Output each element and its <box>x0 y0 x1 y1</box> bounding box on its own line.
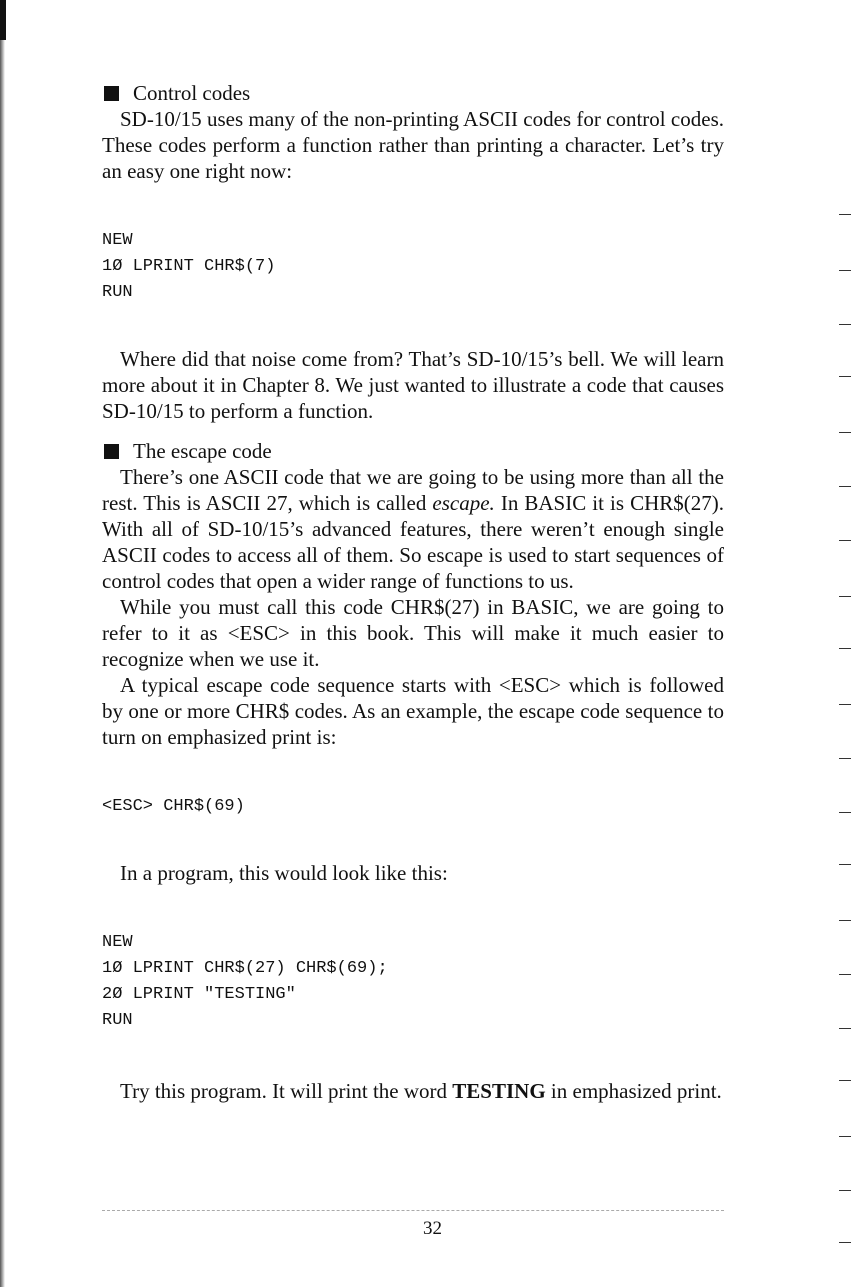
section-heading-control-codes <box>102 80 724 106</box>
paragraph: While you must call this code CHR$(27) in BASIC, we are going to refer to it as <ESC> in this book. This will make it much easier to recognize when we use it. <box>102 595 724 671</box>
paragraph: Where did that noise come from? That’s SD-10/15’s bell. We will learn more about it in Chapter 8. We just wanted to illustrate a code that causes SD-10/15 to perform a function. <box>102 347 724 423</box>
page-content <box>102 80 724 1104</box>
code-line: NEW <box>102 231 133 250</box>
code-line: RUN <box>102 283 133 302</box>
code-line: RUN <box>102 1011 133 1030</box>
code-block <box>102 228 724 306</box>
code-block <box>102 794 724 820</box>
bullet-square-icon <box>104 86 119 101</box>
code-line: 1Ø LPRINT CHR$(7) <box>102 257 276 276</box>
heading-text: Control codes <box>133 81 251 105</box>
binding-edge <box>0 0 5 1287</box>
code-line: <ESC> CHR$(69) <box>102 797 245 816</box>
paragraph: A typical escape code sequence starts with <ESC> which is followed by one or more CHR$ codes. As an example, the escape code sequence to turn on emphasized print is: <box>102 673 724 749</box>
section-heading-escape-code <box>102 438 724 464</box>
paragraph: Try this program. It will print the word TESTING in emphasized print. <box>120 1079 722 1103</box>
paragraph: There’s one ASCII code that we are going to be using more than all the rest. This is ASCII 27, which is called escape. In BASIC it is CHR$(27). With all of SD-10/15’s advanced features, there weren’t enough single ASCII codes to access all of them. So escape is used to start sequences of control codes that open a wider range of functions to us. <box>102 465 725 593</box>
code-block <box>102 930 724 1034</box>
code-line: 1Ø LPRINT CHR$(27) CHR$(69); <box>102 959 388 978</box>
emphasized-term: escape. <box>432 491 495 515</box>
bold-term: TESTING <box>452 1079 546 1103</box>
heading-text: The escape code <box>133 439 272 463</box>
binding-mark <box>0 0 6 40</box>
code-line: NEW <box>102 933 133 952</box>
paragraph: SD-10/15 uses many of the non-printing ASCII codes for control codes. These codes perform a function rather than printing a character. Let’s try an easy one right now: <box>102 107 724 183</box>
paragraph: In a program, this would look like this: <box>120 861 448 885</box>
code-line: 2Ø LPRINT "TESTING" <box>102 985 296 1004</box>
edge-tick-marks <box>835 200 851 1260</box>
footer-rule <box>102 1210 724 1211</box>
bullet-square-icon <box>104 444 119 459</box>
page-number: 32 <box>423 1218 442 1239</box>
